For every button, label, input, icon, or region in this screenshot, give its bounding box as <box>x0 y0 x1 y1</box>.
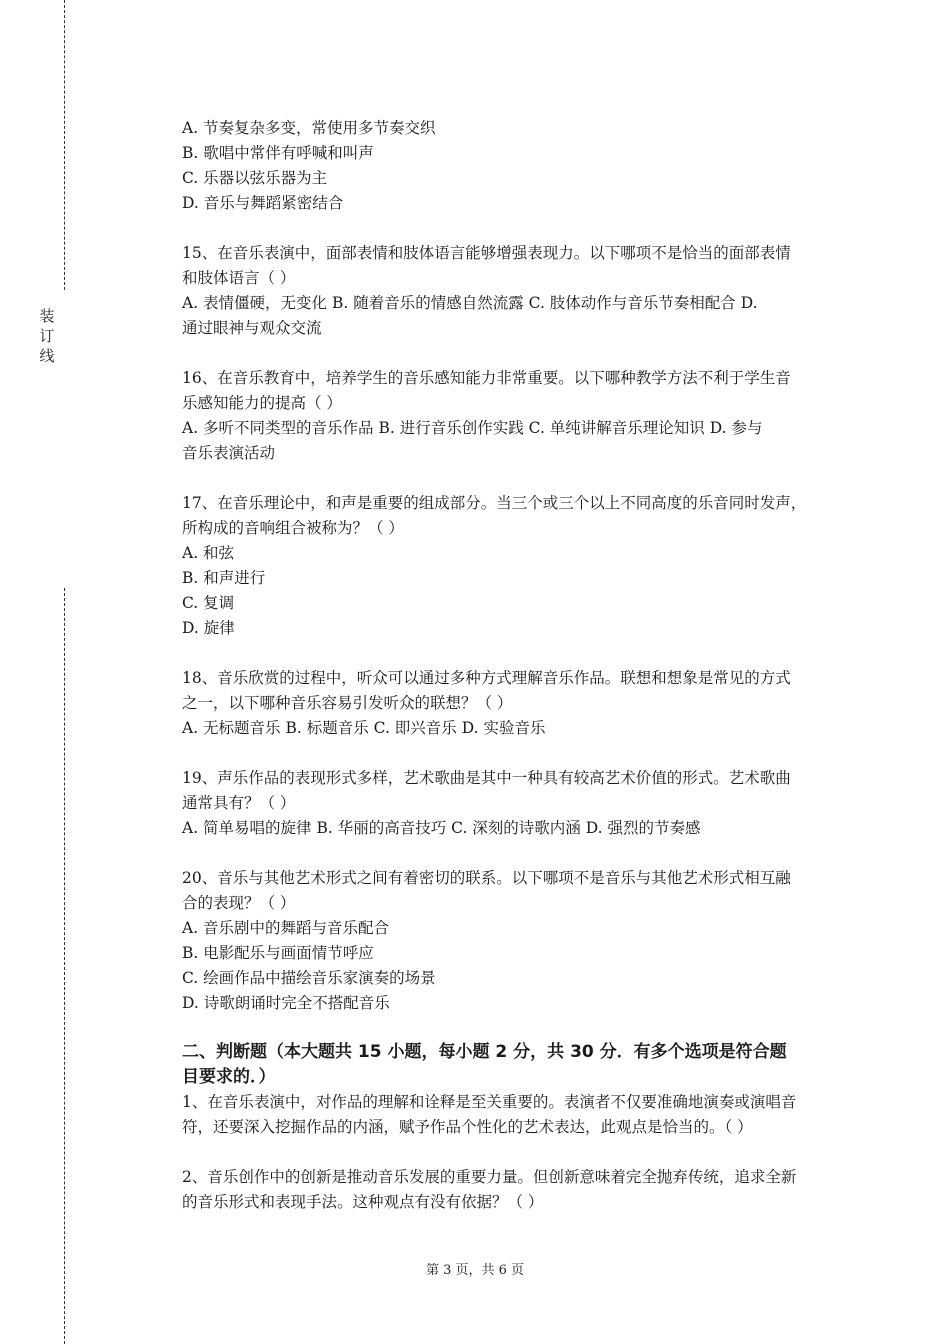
option: B. 电影配乐与画面情节呼应 <box>182 944 374 962</box>
question-stem: 和肢体语言（ ） <box>182 269 296 287</box>
option: D. 诗歌朗诵时完全不搭配音乐 <box>182 994 390 1012</box>
option: A. 表情僵硬，无变化 B. 随着音乐的情感自然流露 C. 肢体动作与音乐节奏相配合 D. <box>182 294 758 312</box>
section-2-title <box>182 1040 842 1090</box>
binding-char: 订 <box>39 327 55 345</box>
judgment-question-2 <box>182 1165 842 1215</box>
option: C. 绘画作品中描绘音乐家演奏的场景 <box>182 969 436 987</box>
question-stem: 16、在音乐教育中，培养学生的音乐感知能力非常重要。以下哪种教学方法不利于学生音 <box>182 369 791 387</box>
question-19 <box>182 766 842 841</box>
question-stem: 所构成的音响组合被称为？（ ） <box>182 519 404 537</box>
question-stem: 1、在音乐表演中，对作品的理解和诠释是至关重要的。表演者不仅要准确地演奏或演唱音 <box>182 1093 797 1111</box>
page-footer: 第 3 页，共 6 页 <box>425 1263 525 1278</box>
question-stem: 17、在音乐理论中，和声是重要的组成部分。当三个或三个以上不同高度的乐音同时发声， <box>182 494 807 512</box>
question-stem: 19、声乐作品的表现形式多样，艺术歌曲是其中一种具有较高艺术价值的形式。艺术歌曲 <box>182 769 791 787</box>
option: 通过眼神与观众交流 <box>182 319 322 337</box>
option: C. 复调 <box>182 594 235 612</box>
binding-label <box>37 306 57 366</box>
option: B. 和声进行 <box>182 569 266 587</box>
binding-dashed-line-top <box>64 0 65 290</box>
question-17 <box>182 491 842 641</box>
question-16 <box>182 366 842 466</box>
binding-dashed-line-bottom <box>64 588 65 1344</box>
judgment-question-1 <box>182 1090 842 1140</box>
question-stem: 通常具有？（ ） <box>182 794 296 812</box>
option: B. 歌唱中常伴有呼喊和叫声 <box>182 144 374 162</box>
question-stem: 之一，以下哪种音乐容易引发听众的联想？（ ） <box>182 694 513 712</box>
question-stem: 的音乐形式和表现手法。这种观点有没有依据？（ ） <box>182 1193 544 1211</box>
binding-char: 线 <box>39 347 55 365</box>
section-title-line: 目要求的．） <box>182 1067 276 1087</box>
option: A. 音乐剧中的舞蹈与音乐配合 <box>182 919 390 937</box>
question-stem: 符，还要深入挖掘作品的内涵，赋予作品个性化的艺术表达，此观点是恰当的。（ ） <box>182 1118 753 1136</box>
option: A. 无标题音乐 B. 标题音乐 C. 即兴音乐 D. 实验音乐 <box>182 719 546 737</box>
question-stem: 20、音乐与其他艺术形式之间有着密切的联系。以下哪项不是音乐与其他艺术形式相互融 <box>182 869 791 887</box>
option: A. 简单易唱的旋律 B. 华丽的高音技巧 C. 深刻的诗歌内涵 D. 强烈的节奏感 <box>182 819 701 837</box>
question-stem: 15、在音乐表演中，面部表情和肢体语言能够增强表现力。以下哪项不是恰当的面部表情 <box>182 244 791 262</box>
option: C. 乐器以弦乐器为主 <box>182 169 328 187</box>
option: D. 音乐与舞蹈紧密结合 <box>182 194 344 212</box>
option: D. 旋律 <box>182 619 235 637</box>
question-14-options <box>182 116 842 216</box>
question-15 <box>182 241 842 341</box>
binding-char: 装 <box>39 307 55 325</box>
question-stem: 18、音乐欣赏的过程中，听众可以通过多种方式理解音乐作品。联想和想象是常见的方式 <box>182 669 791 687</box>
option: 音乐表演活动 <box>182 444 276 462</box>
question-18 <box>182 666 842 741</box>
option: A. 节奏复杂多变，常使用多节奏交织 <box>182 119 436 137</box>
question-stem: 2、音乐创作中的创新是推动音乐发展的重要力量。但创新意味着完全抛弃传统，追求全新 <box>182 1168 797 1186</box>
option: A. 和弦 <box>182 544 235 562</box>
page-content <box>182 116 842 1240</box>
question-20 <box>182 866 842 1016</box>
question-stem: 乐感知能力的提高（ ） <box>182 394 342 412</box>
option: A. 多听不同类型的音乐作品 B. 进行音乐创作实践 C. 单纯讲解音乐理论知识 D. 参与 <box>182 419 763 437</box>
question-stem: 合的表现？（ ） <box>182 894 296 912</box>
section-title-line: 二、判断题（本大题共 15 小题，每小题 2 分，共 30 分．有多个选项是符合题 <box>182 1042 787 1062</box>
